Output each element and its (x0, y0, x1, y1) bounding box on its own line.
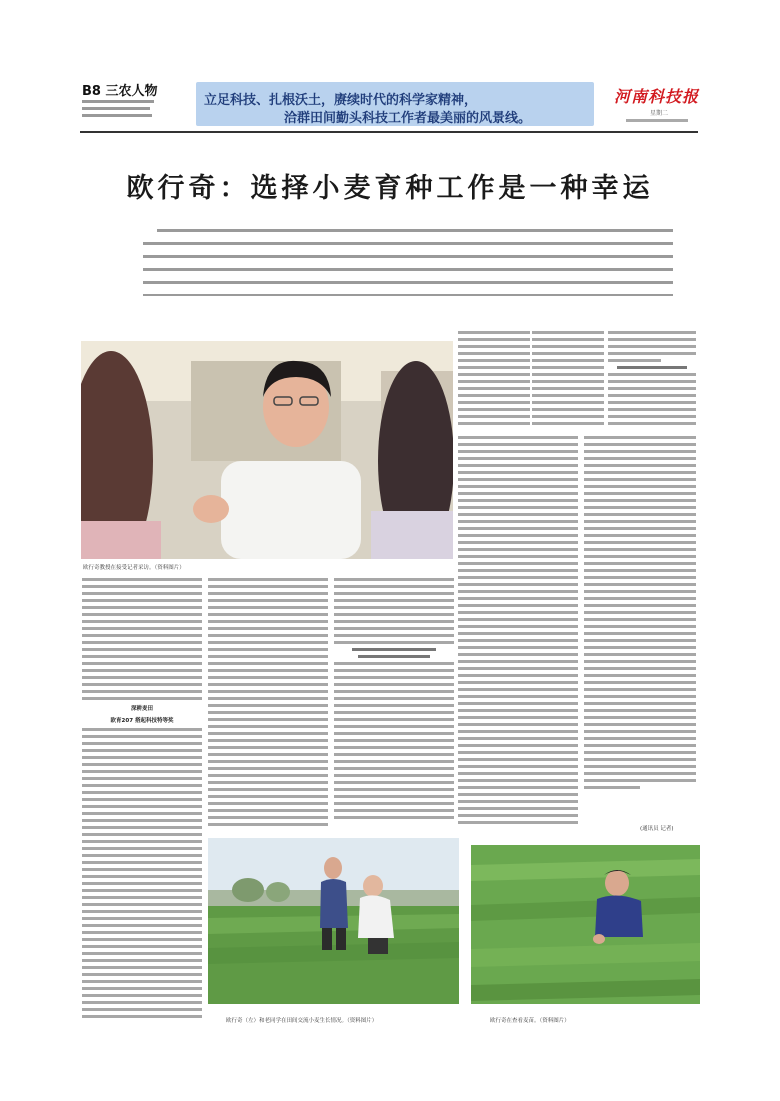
interview-photo-caption: 欧行奇教授在接受记者采访。（资料图片） (83, 565, 185, 571)
field-photo-2 (471, 845, 700, 1004)
field-photo-1 (208, 838, 459, 1004)
interview-photo (81, 341, 453, 559)
paper-day: 星期二 (650, 110, 669, 117)
newspaper-logo: 河南科技报 (614, 87, 700, 106)
text-column-5a (608, 331, 696, 431)
article-byline: (通讯员 记者) (640, 826, 674, 832)
subhead-1: 深耕麦田 (130, 706, 153, 712)
paper-date (626, 119, 688, 122)
editor-meta (82, 98, 154, 117)
section-label: B8 三农人物 (82, 84, 158, 99)
text-column-5 (584, 436, 696, 821)
banner-line-2: 洽群田间勤头科技工作者最美丽的风景线。 (284, 111, 532, 126)
field-photo-2-caption: 欧行奇在查看麦苗。（资料图片） (490, 1018, 570, 1024)
text-column-3a (458, 331, 530, 431)
subhead-2: 欧育207 搭起科技特等奖 (110, 718, 174, 724)
header-rule (80, 131, 698, 133)
text-column-1 (82, 578, 202, 1018)
text-column-2 (208, 578, 328, 833)
banner-line-1: 立足科技、扎根沃土，赓续时代的科学家精神， (204, 93, 478, 108)
text-column-3 (334, 578, 454, 833)
lead-paragraph (143, 226, 673, 296)
field-photo-1-caption: 欧行奇（左）和老同学在田间交流小麦生长情况。（资料图片） (226, 1018, 378, 1024)
text-column-4a (532, 331, 604, 431)
text-column-4 (458, 436, 578, 833)
article-headline: 欧行奇：选择小麦育种工作是一种幸运 (126, 173, 654, 204)
